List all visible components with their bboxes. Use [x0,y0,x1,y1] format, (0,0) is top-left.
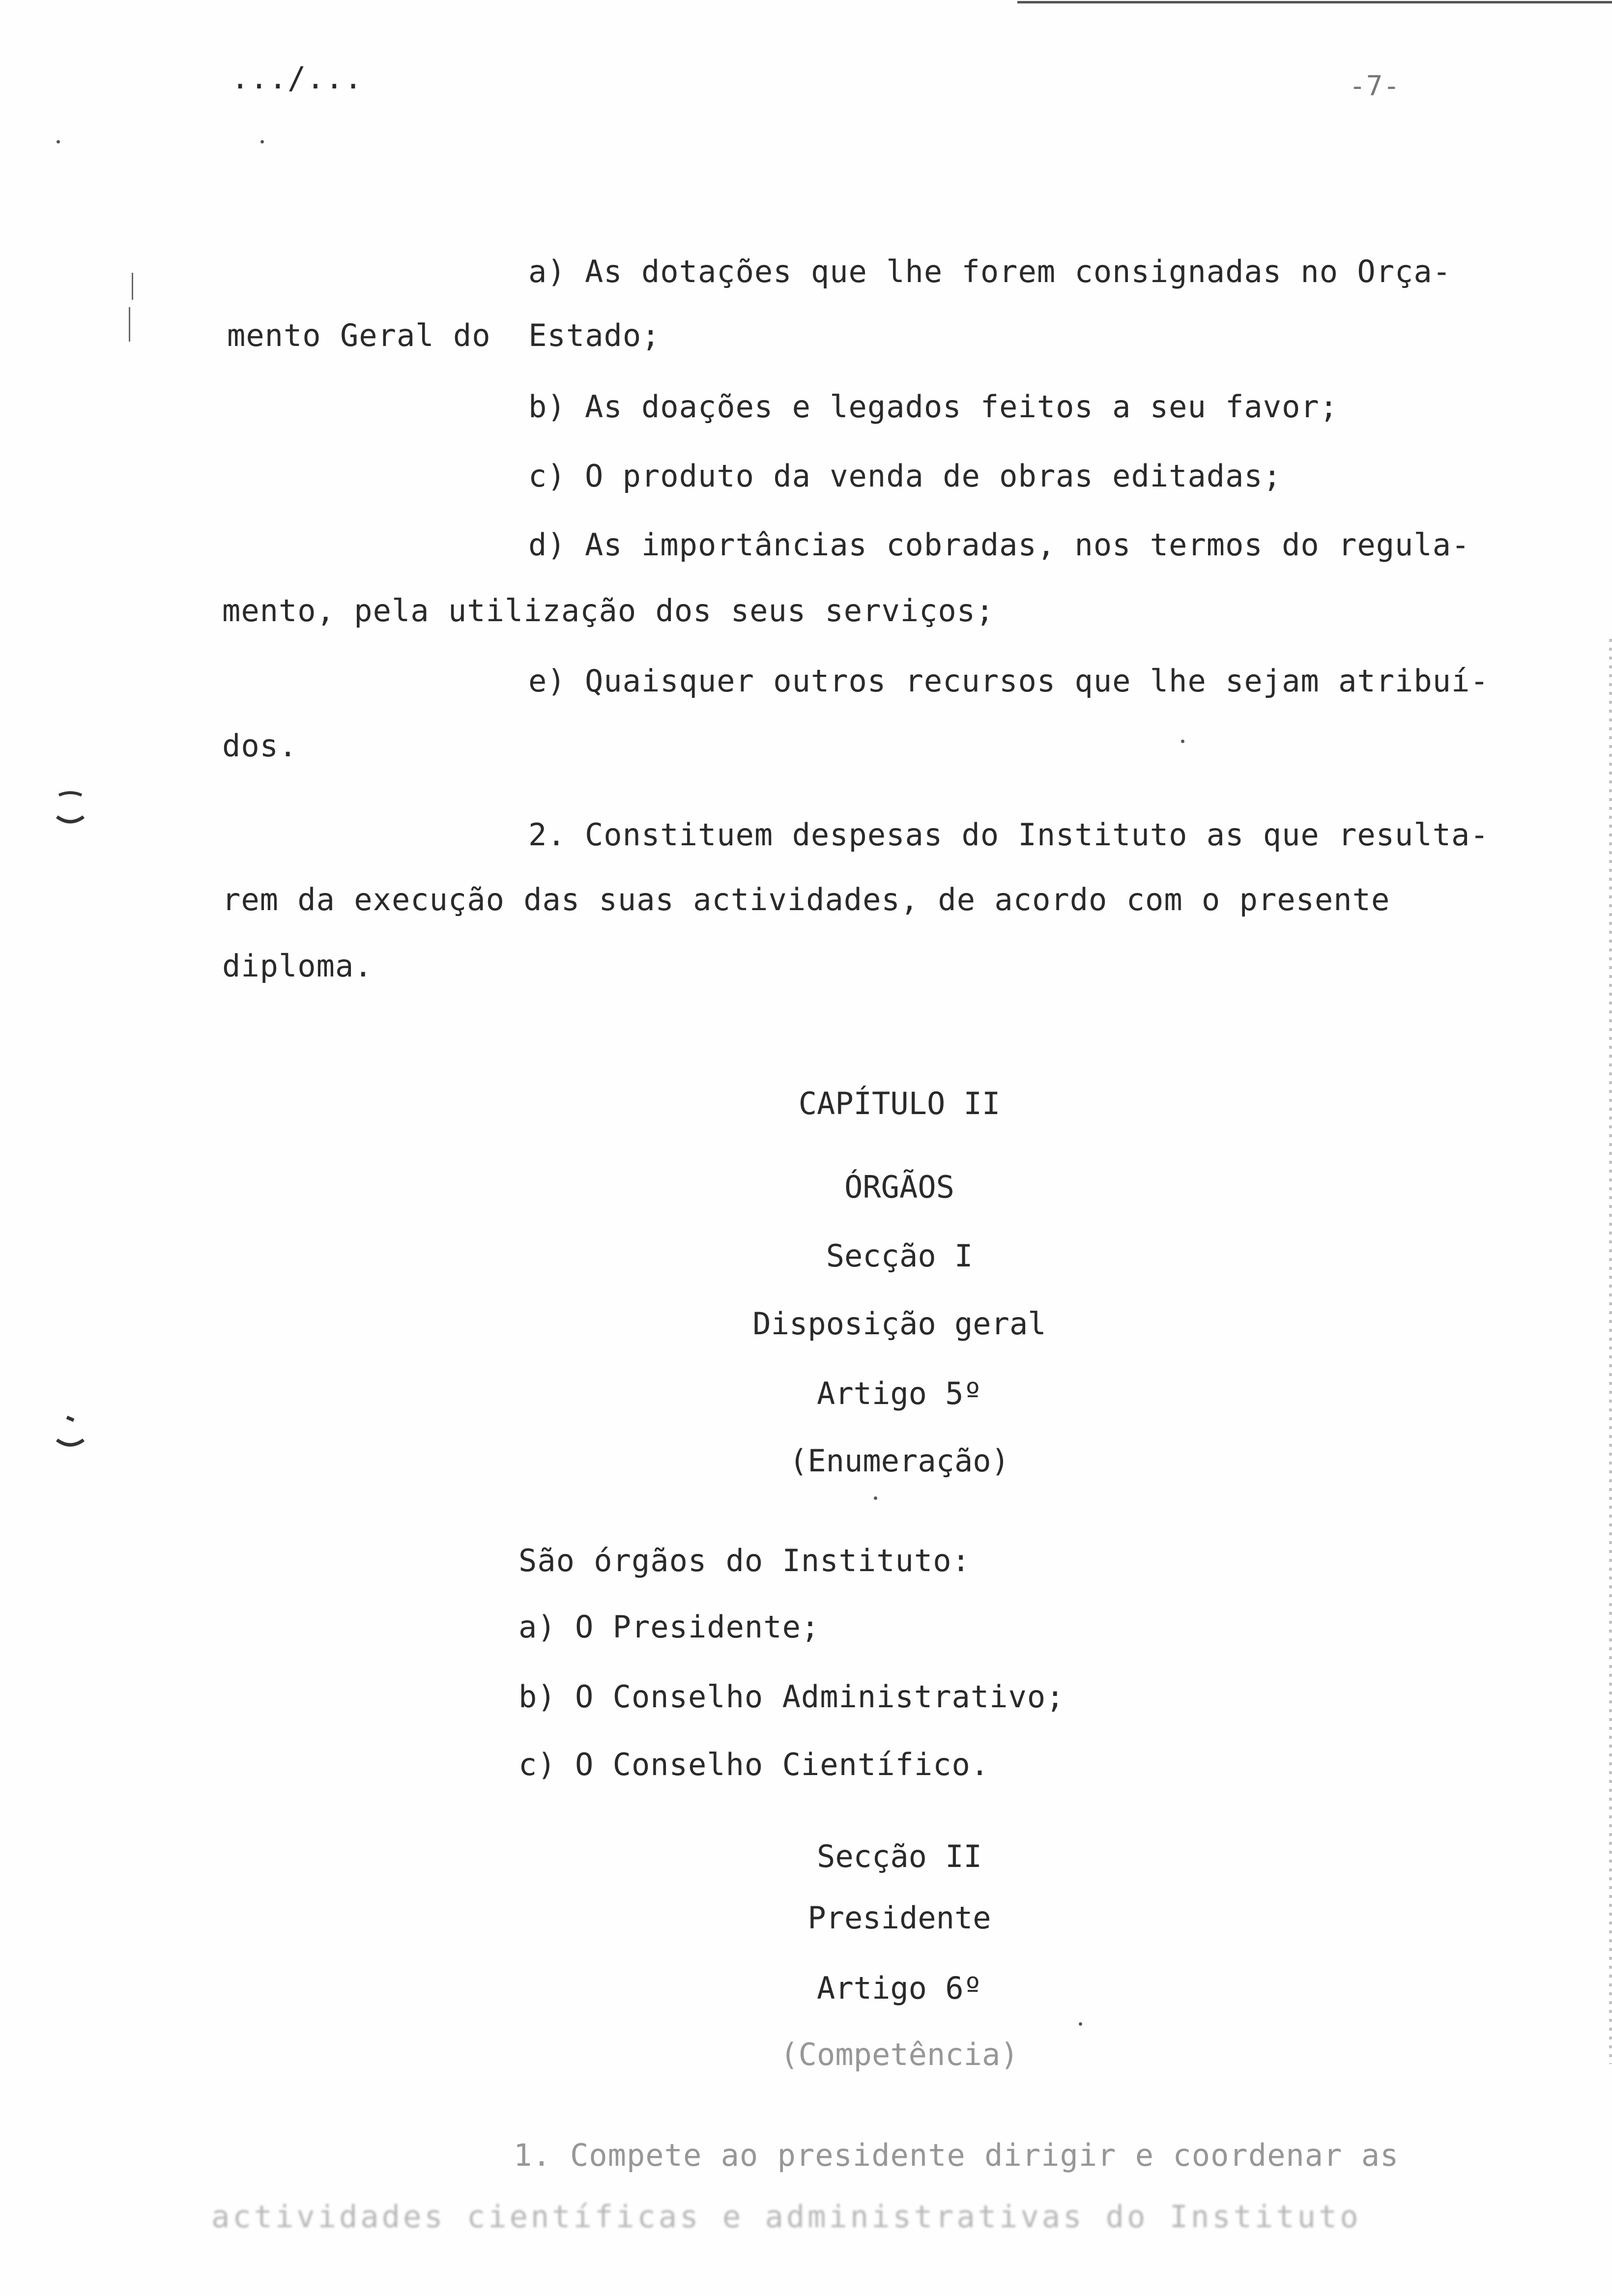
item-b: b) As doações e legados feitos a seu favor; [528,389,1339,425]
scan-speck [260,140,264,144]
item-a-line1: a) As dotações que lhe forem consignadas no Orça- [528,254,1452,289]
page-number: -7- [1349,70,1401,102]
item-d-line2: mento, pela utilização dos seus serviços; [222,593,995,629]
item-e-line1: e) Quaisquer outros recursos que lhe sejam atribuí- [528,663,1489,699]
paragraph-2-line3: diploma. [222,948,373,984]
section-2-subtitle: Presidente [807,1900,991,1936]
chapter-subtitle: ÓRGÃOS [844,1169,954,1205]
paragraph-2-line2: rem da execução das suas actividades, de acordo com o presente [222,882,1390,918]
chapter-title: CAPÍTULO II [798,1086,1001,1121]
item-a-line2: mento Geral do Estado; [227,317,661,353]
competence-para-line1: 1. Compete ao presidente dirigir e coordenar as [514,2137,1399,2173]
scan-speck [1181,740,1184,743]
section-2-title: Secção II [817,1838,982,1874]
section-1-title: Secção I [826,1238,973,1274]
organ-item-c: c) O Conselho Científico. [518,1747,990,1782]
margin-tick [132,273,133,300]
competence-para-line2: actividades científicas e administrativas do Instituto [211,2199,1361,2235]
article-6-heading: (Competência) [780,2037,1019,2072]
punch-hole-mark-lower [53,1415,87,1450]
continuation-mark: .../... [231,60,363,96]
top-edge-rule [1017,1,1612,3]
organ-item-b: b) O Conselho Administrativo; [518,1679,1065,1715]
margin-tick [129,307,130,342]
article-6-title: Artigo 6º [817,1970,982,2006]
scan-speck [57,140,60,144]
scan-speck [874,1496,877,1500]
organs-intro: São órgãos do Instituto: [518,1543,971,1578]
scan-speck [1079,2022,1082,2026]
article-5-heading: (Enumeração) [789,1443,1009,1479]
right-edge-scan-marks [1609,639,1612,2064]
item-c: c) O produto da venda de obras editadas; [528,458,1282,494]
item-e-line2: dos. [222,728,298,764]
item-d-line1: d) As importâncias cobradas, nos termos do regula- [528,527,1470,563]
article-5-title: Artigo 5º [817,1376,982,1411]
paragraph-2-line1: 2. Constituem despesas do Instituto as que resulta- [528,817,1489,853]
punch-hole-mark-upper [53,791,87,826]
organ-item-a: a) O Presidente; [518,1609,820,1645]
section-1-subtitle: Disposição geral [752,1306,1046,1342]
